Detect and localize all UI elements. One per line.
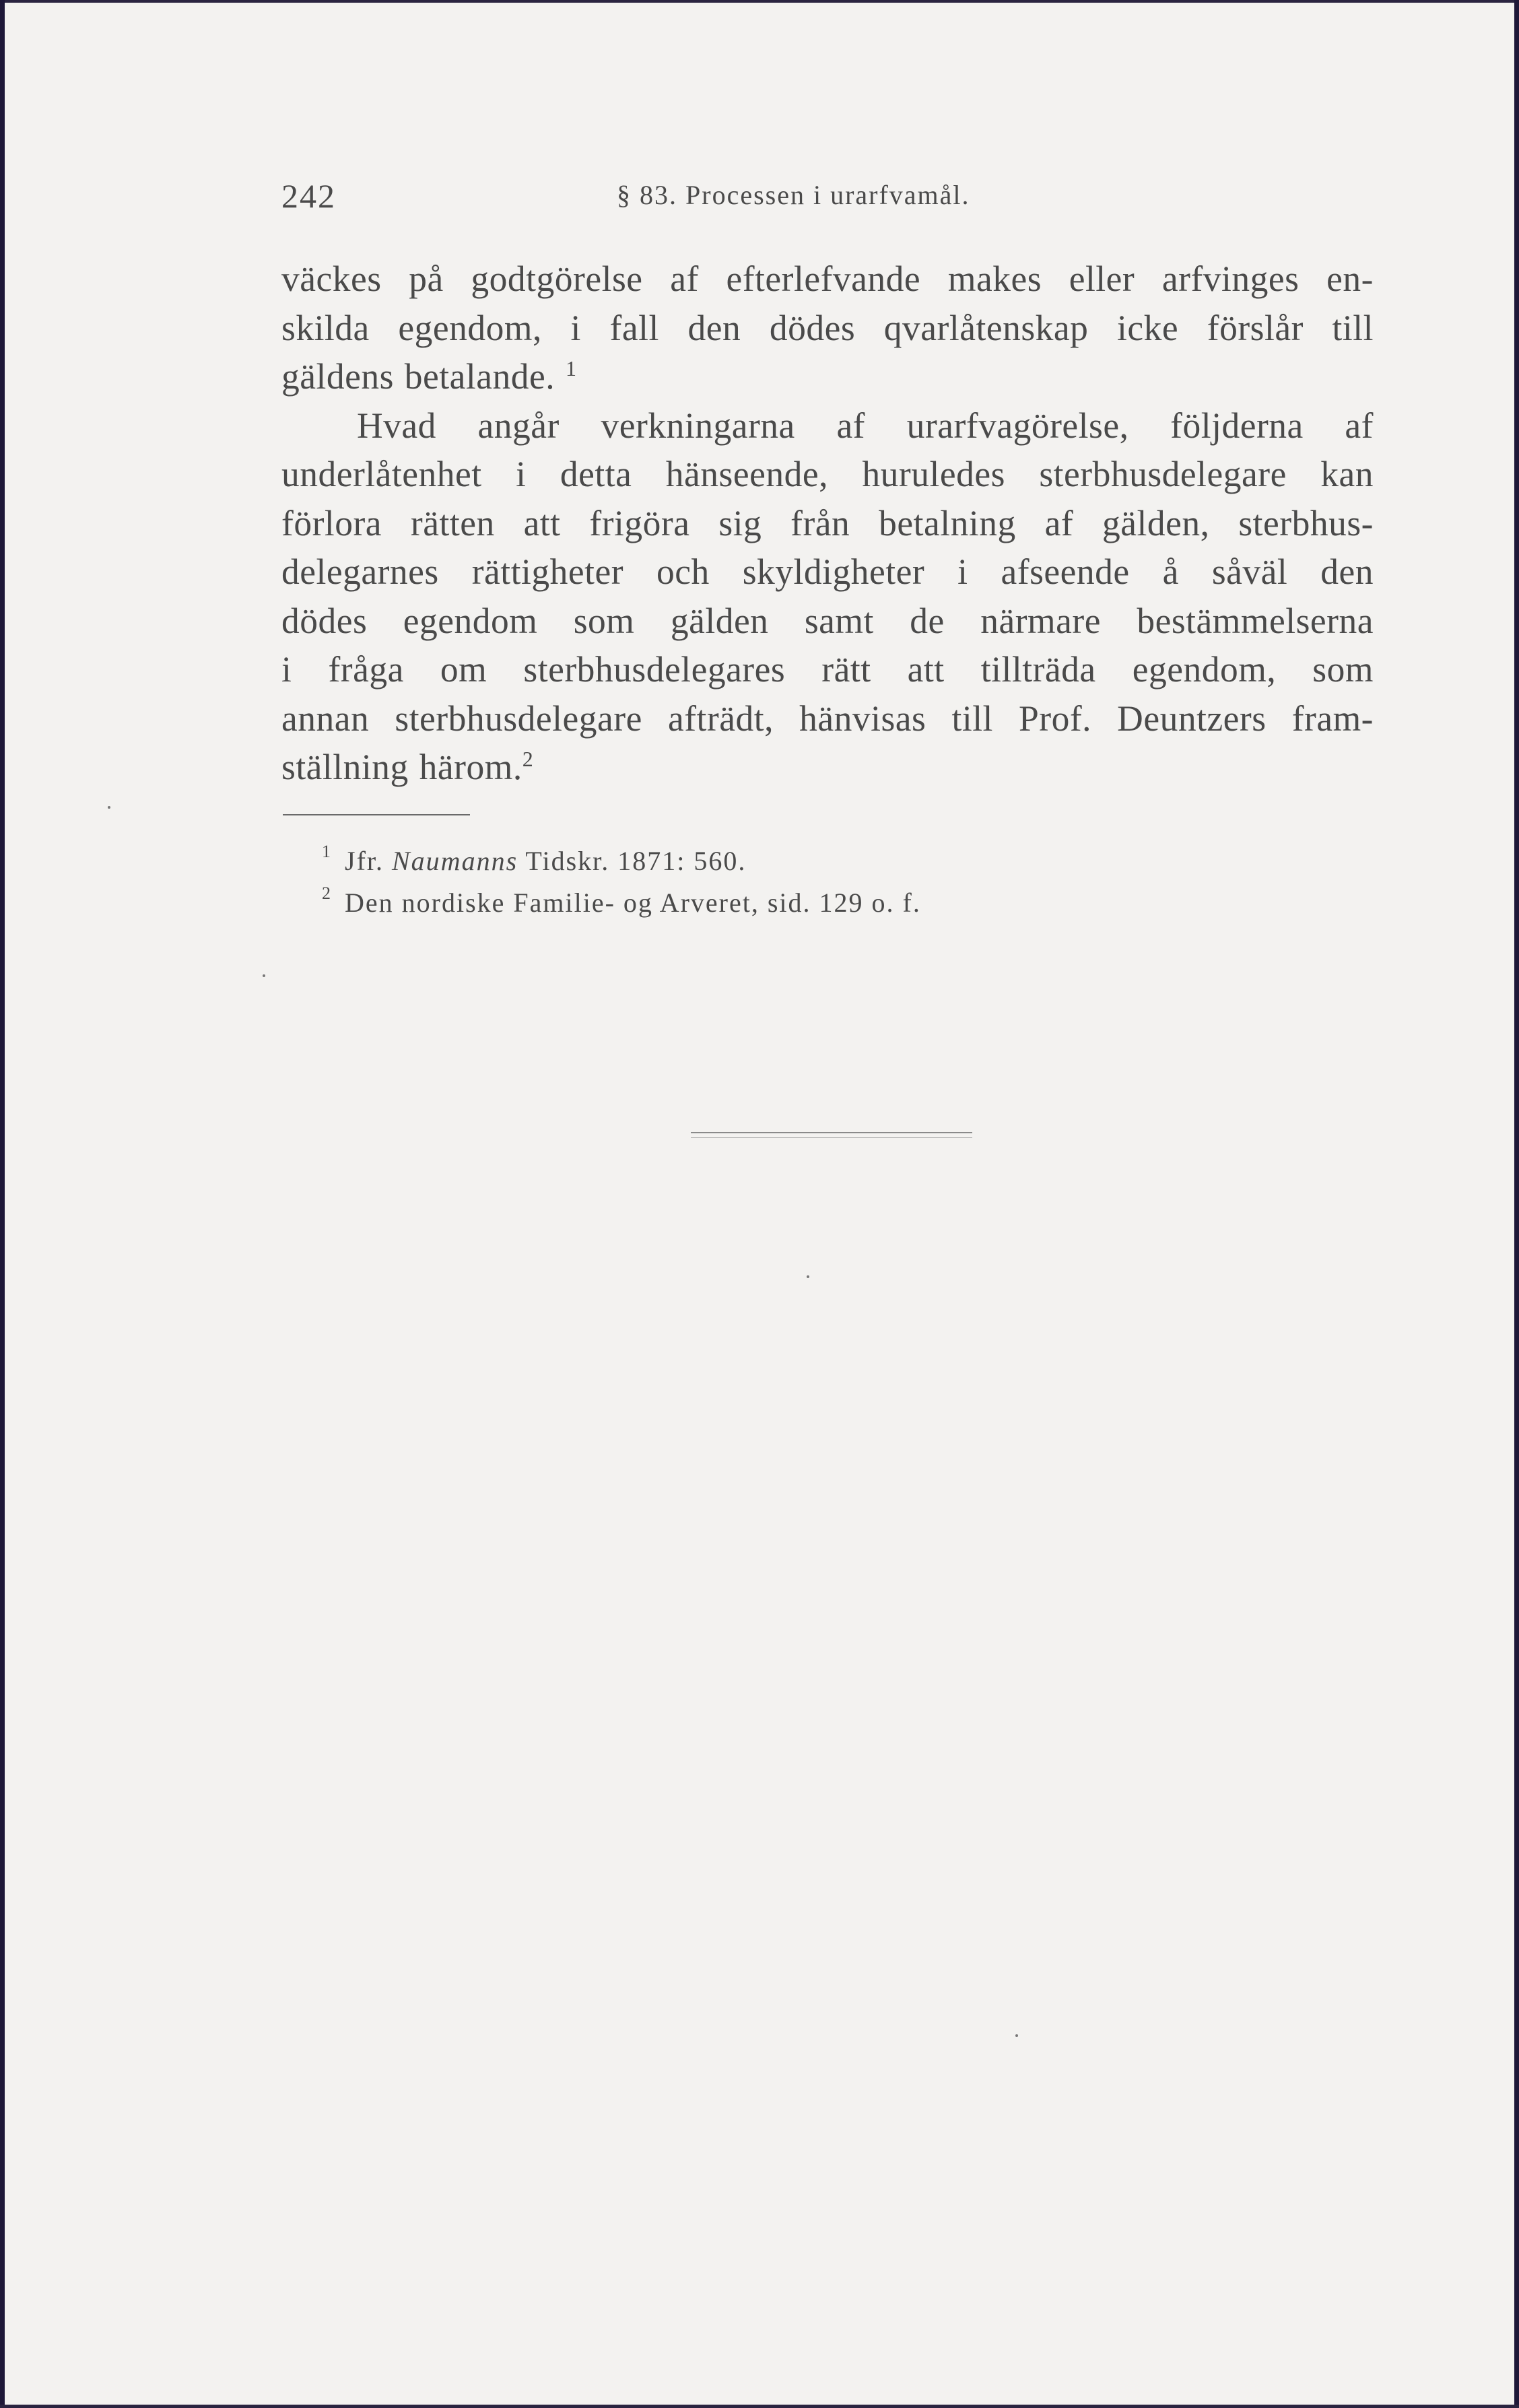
paper-speck — [807, 1275, 809, 1278]
page-edge-top — [0, 0, 1519, 3]
paper-speck — [263, 974, 265, 977]
page-edge-left — [0, 0, 5, 2408]
text-line: väckes på godtgörelse af efterlefvande makes eller arfvinges en- — [281, 259, 1374, 299]
body-text — [281, 255, 1374, 792]
text-line — [281, 352, 1374, 401]
page-edge-right — [1514, 0, 1519, 2408]
text-line — [281, 743, 1374, 792]
text-line: Hvad angår verkningarna af urarfvagörelse, följderna af — [357, 405, 1374, 446]
text-line-content: ställning härom. — [281, 747, 522, 787]
section-heading: § 83. Processen i urarfvamål. — [617, 180, 970, 210]
text-line: underlåtenhet i detta hänseende, huruledes sterbhusdelegare kan — [281, 454, 1374, 494]
footnote-reference[interactable]: 2 — [522, 747, 534, 772]
footnote-text: Tidskr. 1871: 560. — [525, 846, 747, 876]
footnote-italic-title: Naumanns — [392, 846, 518, 876]
text-line: förlora rätten att frigöra sig från betalning af gälden, sterbhus- — [281, 502, 1374, 543]
footnote-prefix: Jfr. — [345, 846, 384, 876]
text-line: dödes egendom som gälden samt de närmare bestämmelserna — [281, 600, 1374, 641]
text-line: i fråga om sterbhusdelegares rätt att tillträda egendom, som — [281, 649, 1374, 690]
footnote-2 — [322, 882, 1153, 924]
text-line-content: gäldens betalande. — [281, 356, 555, 397]
footnote-reference[interactable]: 1 — [566, 356, 577, 381]
page-number: 242 — [281, 177, 336, 215]
footnote-mark: 2 — [322, 883, 332, 903]
running-head — [281, 176, 1224, 217]
text-line: annan sterbhusdelegare afträdt, hänvisas till Prof. Deuntzers fram- — [281, 698, 1374, 739]
footnote-divider — [283, 814, 470, 815]
footnote-text: Den nordiske Familie- og Arveret, sid. 129 o. f. — [345, 888, 921, 918]
footnote-mark: 1 — [322, 842, 332, 861]
end-ornament-rule — [691, 1132, 972, 1138]
paper-speck — [108, 806, 110, 809]
text-line: delegarnes rättigheter och skyldigheter i afseende å såväl den — [281, 551, 1374, 592]
footnote-1 — [322, 840, 1153, 882]
footnotes — [322, 840, 1153, 924]
paper-speck — [1015, 2034, 1018, 2037]
text-line: skilda egendom, i fall den dödes qvarlåtenskap icke förslår till — [281, 307, 1374, 348]
page-edge-bottom — [0, 2405, 1519, 2408]
